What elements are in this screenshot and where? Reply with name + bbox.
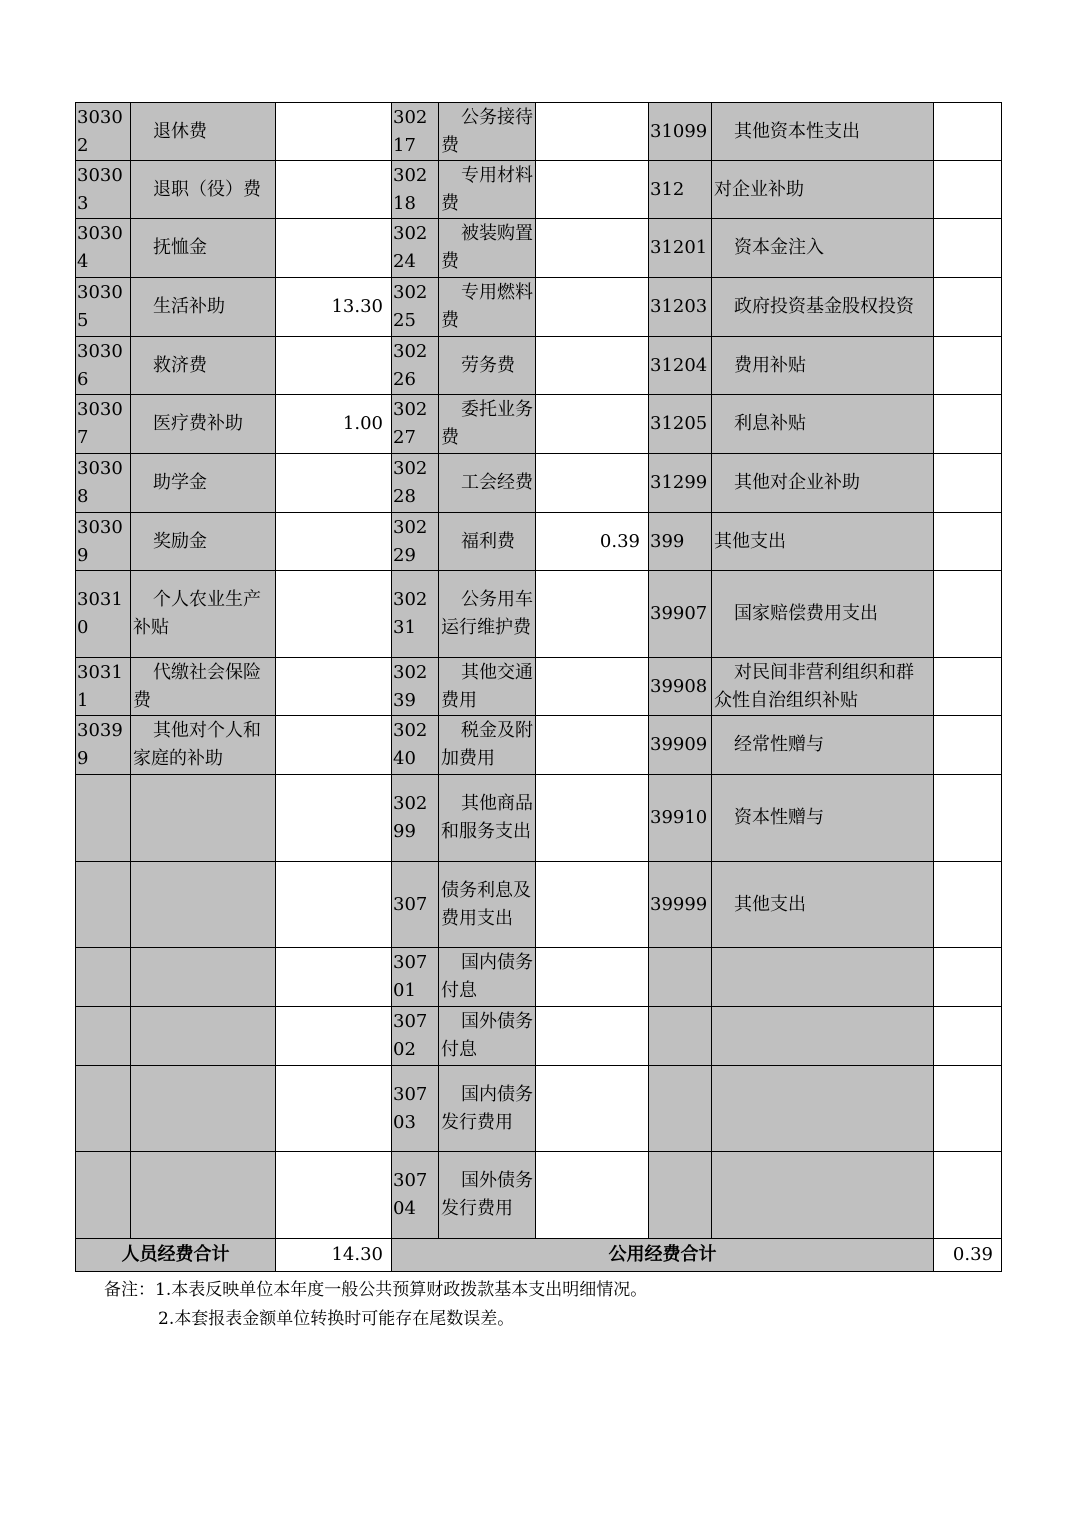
col2-name bbox=[439, 278, 536, 337]
col1-amount bbox=[276, 658, 392, 716]
col1-name bbox=[131, 716, 276, 775]
note-line-1: 备注：1.本表反映单位本年度一般公共预算财政拨款基本支出明细情况。 bbox=[104, 1280, 648, 1300]
col3-amount bbox=[934, 337, 1002, 395]
item-name: 政府投资基金股权投资 bbox=[734, 296, 914, 317]
col2-amount bbox=[536, 103, 649, 161]
col2-amount bbox=[536, 862, 649, 948]
item-name: 资本性赠与 bbox=[734, 807, 824, 828]
col2-amount: 0.39 bbox=[536, 513, 649, 571]
col1-name bbox=[131, 103, 276, 161]
col1-code: 30305 bbox=[76, 278, 131, 337]
col3-code: 399 bbox=[649, 513, 712, 571]
notes bbox=[104, 1276, 647, 1334]
col2-name bbox=[439, 571, 536, 658]
col2-name bbox=[439, 337, 536, 395]
item-name: 其他商品和服务支出 bbox=[441, 793, 533, 842]
col3-code: 31299 bbox=[649, 454, 712, 513]
col3-amount bbox=[934, 1152, 1002, 1239]
col2-name bbox=[439, 1066, 536, 1152]
budget-expenditure-table bbox=[75, 102, 1002, 1272]
col3-amount bbox=[934, 775, 1002, 862]
item-name: 国家赔偿费用支出 bbox=[734, 603, 878, 624]
col2-amount bbox=[536, 1152, 649, 1239]
col1-amount bbox=[276, 1152, 392, 1239]
col3-amount bbox=[934, 1007, 1002, 1066]
col2-amount bbox=[536, 219, 649, 278]
col2-name bbox=[439, 161, 536, 219]
col1-code bbox=[76, 1066, 131, 1152]
table-row bbox=[76, 219, 1002, 278]
table-row bbox=[76, 337, 1002, 395]
col2-code: 30704 bbox=[392, 1152, 439, 1239]
col3-name bbox=[712, 716, 934, 775]
table-row bbox=[76, 513, 1002, 571]
col1-amount bbox=[276, 862, 392, 948]
item-name: 其他交通费用 bbox=[441, 661, 533, 711]
col1-name bbox=[131, 161, 276, 219]
col1-code bbox=[76, 1152, 131, 1239]
col3-code: 39910 bbox=[649, 775, 712, 862]
table-row bbox=[76, 1066, 1002, 1152]
item-name: 救济费 bbox=[153, 354, 207, 376]
item-name: 代缴社会保险费 bbox=[133, 661, 261, 711]
col3-code: 31204 bbox=[649, 337, 712, 395]
col1-code bbox=[76, 1007, 131, 1066]
col1-amount bbox=[276, 219, 392, 278]
item-name: 委托业务费 bbox=[441, 399, 533, 448]
col3-name bbox=[712, 219, 934, 278]
col1-code bbox=[76, 862, 131, 948]
public-total-label: 公用经费合计 bbox=[392, 1239, 934, 1272]
col3-code: 39908 bbox=[649, 658, 712, 716]
col3-name bbox=[712, 395, 934, 454]
col3-amount bbox=[934, 862, 1002, 948]
col1-name bbox=[131, 278, 276, 337]
col3-name bbox=[712, 775, 934, 862]
item-name: 福利费 bbox=[461, 530, 515, 552]
col1-amount bbox=[276, 571, 392, 658]
col2-name bbox=[439, 658, 536, 716]
col1-amount bbox=[276, 948, 392, 1007]
col1-name bbox=[131, 948, 276, 1007]
col2-amount bbox=[536, 454, 649, 513]
col1-code: 30306 bbox=[76, 337, 131, 395]
col1-name bbox=[131, 1066, 276, 1152]
item-name: 国内债务付息 bbox=[441, 952, 533, 1001]
col1-amount: 13.30 bbox=[276, 278, 392, 337]
col2-name bbox=[439, 948, 536, 1007]
col1-amount bbox=[276, 775, 392, 862]
table-row bbox=[76, 161, 1002, 219]
col1-name bbox=[131, 1007, 276, 1066]
table-row bbox=[76, 1152, 1002, 1239]
col2-name bbox=[439, 513, 536, 571]
col3-amount bbox=[934, 716, 1002, 775]
table-row bbox=[76, 454, 1002, 513]
col1-amount bbox=[276, 1007, 392, 1066]
table-row bbox=[76, 716, 1002, 775]
col2-amount bbox=[536, 716, 649, 775]
col3-amount bbox=[934, 513, 1002, 571]
col2-code: 30225 bbox=[392, 278, 439, 337]
col2-name bbox=[439, 1152, 536, 1239]
col3-name bbox=[712, 513, 934, 571]
item-name: 专用材料费 bbox=[441, 164, 533, 214]
col1-code: 30310 bbox=[76, 571, 131, 658]
col2-amount bbox=[536, 658, 649, 716]
col3-name bbox=[712, 658, 934, 716]
item-name: 其他对企业补助 bbox=[734, 472, 860, 493]
col1-name bbox=[131, 337, 276, 395]
col3-name bbox=[712, 1152, 934, 1239]
col3-amount bbox=[934, 571, 1002, 658]
col1-name bbox=[131, 454, 276, 513]
col2-code: 30217 bbox=[392, 103, 439, 161]
col1-code bbox=[76, 948, 131, 1007]
col3-name bbox=[712, 862, 934, 948]
col3-name bbox=[712, 337, 934, 395]
item-name: 专用燃料费 bbox=[441, 282, 533, 331]
item-name: 资本金注入 bbox=[734, 237, 824, 258]
col3-code: 31203 bbox=[649, 278, 712, 337]
item-name: 国外债务付息 bbox=[441, 1011, 533, 1060]
col2-code: 30299 bbox=[392, 775, 439, 862]
col2-amount bbox=[536, 337, 649, 395]
table-row bbox=[76, 278, 1002, 337]
col3-amount bbox=[934, 948, 1002, 1007]
item-name: 经常性赠与 bbox=[734, 734, 824, 755]
col1-name bbox=[131, 775, 276, 862]
col2-code: 30703 bbox=[392, 1066, 439, 1152]
item-name: 劳务费 bbox=[461, 354, 515, 376]
table-row bbox=[76, 571, 1002, 658]
table-row bbox=[76, 103, 1002, 161]
table-row bbox=[76, 395, 1002, 454]
col2-amount bbox=[536, 775, 649, 862]
col1-name bbox=[131, 1152, 276, 1239]
col3-amount bbox=[934, 454, 1002, 513]
col1-code: 30309 bbox=[76, 513, 131, 571]
col2-code: 30239 bbox=[392, 658, 439, 716]
item-name: 奖励金 bbox=[153, 530, 207, 552]
col1-amount bbox=[276, 161, 392, 219]
col1-code: 30311 bbox=[76, 658, 131, 716]
col2-amount bbox=[536, 571, 649, 658]
item-name: 税金及附加费用 bbox=[441, 720, 533, 769]
col3-amount bbox=[934, 1066, 1002, 1152]
col3-amount bbox=[934, 161, 1002, 219]
col2-code: 30227 bbox=[392, 395, 439, 454]
item-name: 公务用车运行维护费 bbox=[441, 589, 533, 638]
personnel-total-label: 人员经费合计 bbox=[76, 1239, 276, 1272]
col2-amount bbox=[536, 395, 649, 454]
col3-name bbox=[712, 571, 934, 658]
col1-amount bbox=[276, 454, 392, 513]
col3-code: 39909 bbox=[649, 716, 712, 775]
col2-name bbox=[439, 1007, 536, 1066]
col3-code: 39999 bbox=[649, 862, 712, 948]
col1-name bbox=[131, 513, 276, 571]
col2-amount bbox=[536, 161, 649, 219]
item-name: 助学金 bbox=[153, 472, 207, 493]
item-name: 被装购置费 bbox=[441, 223, 533, 272]
col1-name bbox=[131, 395, 276, 454]
col2-name bbox=[439, 395, 536, 454]
item-name: 退职（役）费 bbox=[153, 178, 261, 200]
col1-code: 30302 bbox=[76, 103, 131, 161]
table-row bbox=[76, 862, 1002, 948]
item-name: 个人农业生产补贴 bbox=[133, 589, 261, 638]
col2-name bbox=[439, 862, 536, 948]
totals-row bbox=[76, 1239, 1002, 1272]
col3-name bbox=[712, 103, 934, 161]
col3-amount bbox=[934, 278, 1002, 337]
item-name: 费用补贴 bbox=[734, 354, 806, 376]
col3-name bbox=[712, 948, 934, 1007]
col1-amount bbox=[276, 337, 392, 395]
col1-code: 30303 bbox=[76, 161, 131, 219]
col3-name bbox=[712, 1066, 934, 1152]
item-name: 国内债务发行费用 bbox=[441, 1083, 533, 1133]
col3-name bbox=[712, 1007, 934, 1066]
col2-amount bbox=[536, 948, 649, 1007]
item-name: 退休费 bbox=[153, 120, 207, 142]
col3-name bbox=[712, 161, 934, 219]
item-name: 医疗费补助 bbox=[153, 413, 243, 434]
table-row bbox=[76, 948, 1002, 1007]
col2-code: 307 bbox=[392, 862, 439, 948]
col1-amount bbox=[276, 513, 392, 571]
note-line-2: 2.本套报表金额单位转换时可能存在尾数误差。 bbox=[158, 1309, 515, 1329]
col3-code: 312 bbox=[649, 161, 712, 219]
item-name: 对企业补助 bbox=[714, 178, 804, 200]
col2-code: 30702 bbox=[392, 1007, 439, 1066]
table-body bbox=[76, 103, 1002, 1239]
col3-code: 31201 bbox=[649, 219, 712, 278]
item-name: 其他对个人和家庭的补助 bbox=[133, 720, 261, 769]
col2-code: 30218 bbox=[392, 161, 439, 219]
col3-amount bbox=[934, 219, 1002, 278]
col2-name bbox=[439, 775, 536, 862]
item-name: 利息补贴 bbox=[734, 413, 806, 434]
col1-code: 30399 bbox=[76, 716, 131, 775]
col1-amount bbox=[276, 716, 392, 775]
col3-code bbox=[649, 948, 712, 1007]
col1-code: 30304 bbox=[76, 219, 131, 278]
item-name: 对民间非营利组织和群众性自治组织补贴 bbox=[714, 661, 914, 711]
col2-name bbox=[439, 219, 536, 278]
col3-code: 31205 bbox=[649, 395, 712, 454]
col3-code: 31099 bbox=[649, 103, 712, 161]
item-name: 国外债务发行费用 bbox=[441, 1170, 533, 1219]
col1-code: 30307 bbox=[76, 395, 131, 454]
col2-name bbox=[439, 103, 536, 161]
col3-code bbox=[649, 1066, 712, 1152]
item-name: 公务接待费 bbox=[441, 106, 533, 156]
col2-code: 30701 bbox=[392, 948, 439, 1007]
item-name: 工会经费 bbox=[461, 472, 533, 493]
col3-amount bbox=[934, 103, 1002, 161]
col3-amount bbox=[934, 395, 1002, 454]
col2-code: 30229 bbox=[392, 513, 439, 571]
col3-code bbox=[649, 1152, 712, 1239]
col3-name bbox=[712, 454, 934, 513]
col2-name bbox=[439, 454, 536, 513]
item-name: 其他支出 bbox=[714, 530, 786, 552]
col1-name bbox=[131, 571, 276, 658]
col1-amount bbox=[276, 1066, 392, 1152]
col1-name bbox=[131, 862, 276, 948]
table-row bbox=[76, 658, 1002, 716]
table-row bbox=[76, 775, 1002, 862]
col1-amount bbox=[276, 103, 392, 161]
col3-code bbox=[649, 1007, 712, 1066]
item-name: 生活补助 bbox=[153, 296, 225, 317]
col1-name bbox=[131, 658, 276, 716]
item-name: 其他支出 bbox=[734, 893, 806, 915]
col2-code: 30240 bbox=[392, 716, 439, 775]
col2-code: 30224 bbox=[392, 219, 439, 278]
item-name: 其他资本性支出 bbox=[734, 120, 860, 142]
col1-code: 30308 bbox=[76, 454, 131, 513]
col2-amount bbox=[536, 1007, 649, 1066]
col2-code: 30226 bbox=[392, 337, 439, 395]
table-row bbox=[76, 1007, 1002, 1066]
col2-amount bbox=[536, 278, 649, 337]
col1-name bbox=[131, 219, 276, 278]
public-total-amount: 0.39 bbox=[934, 1239, 1002, 1272]
col1-code bbox=[76, 775, 131, 862]
personnel-total-amount: 14.30 bbox=[276, 1239, 392, 1272]
col3-name bbox=[712, 278, 934, 337]
col2-code: 30228 bbox=[392, 454, 439, 513]
col2-name bbox=[439, 716, 536, 775]
col2-code: 30231 bbox=[392, 571, 439, 658]
col1-amount: 1.00 bbox=[276, 395, 392, 454]
col2-amount bbox=[536, 1066, 649, 1152]
item-name: 债务利息及费用支出 bbox=[441, 879, 531, 929]
col3-code: 39907 bbox=[649, 571, 712, 658]
col3-amount bbox=[934, 658, 1002, 716]
item-name: 抚恤金 bbox=[153, 237, 207, 258]
